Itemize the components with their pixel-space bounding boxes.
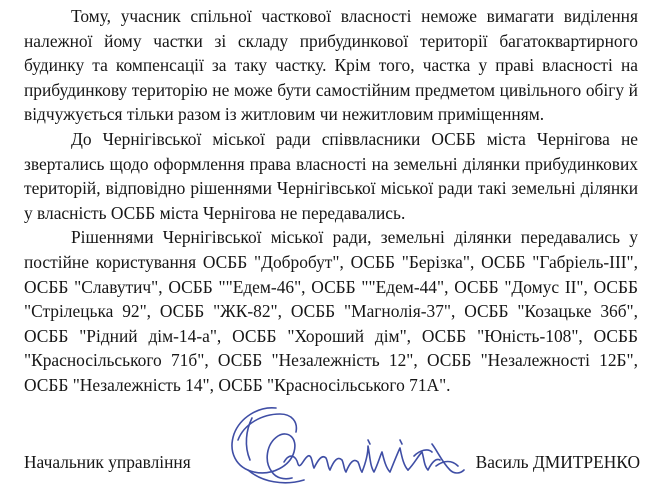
paragraph-permanent-use-list: Рішеннями Чернігівської міської ради, земельні ділянки передавались у постійне користування ОСББ "Добробут", ОСББ "Берізка", ОСББ "Габріель-ІІІ", ОСББ "Славутич", ОСББ ""Едем-46", ОСББ ""Едем-44", ОСББ "Домус ІІ", ОСББ "Стрілецька 92", ОСББ "ЖК-82", ОСББ "Магнолія-37", ОСББ "Козацьке 36б", ОСББ "Рідний дім-14-а", ОСББ "Хороший дім", ОСББ "Юність-108", ОСББ "Красносільського 71б", ОСББ "Незалежність 12", ОСББ "Незалежності 12Б", ОСББ "Незалежність 14", ОСББ "Красносільського 71А".	[24, 227, 638, 395]
paragraph-ownership-share: Тому, учасник спільної часткової власності неможе вимагати виділення належної йому частки зі складу прибудинкової території багатоквартирного будинку та компенсації за таку частку. Крім того, частка у праві власності на прибудинкову територію не може бути самостійним предметом цивільного обігу й відчужується тільки разом із житловим чи нежитловим приміщенням.	[24, 6, 638, 125]
signatory-name: Василь ДМИТРЕНКО	[475, 452, 640, 472]
handwritten-signature	[218, 400, 468, 497]
signature-row	[24, 450, 640, 474]
document-body	[24, 4, 638, 398]
paragraph-no-requests: До Чернігівської міської ради співвласники ОСББ міста Чернігова не звертались щодо оформлення права власності на земельні ділянки прибудинкових територій, відповідно рішеннями Чернігівської міської ради такі земельні ділянки у власність ОСББ міста Чернігова не передавались.	[24, 128, 638, 223]
cut-off-previous-line	[150, 0, 450, 1]
signatory-position: Начальник управління	[24, 452, 191, 472]
